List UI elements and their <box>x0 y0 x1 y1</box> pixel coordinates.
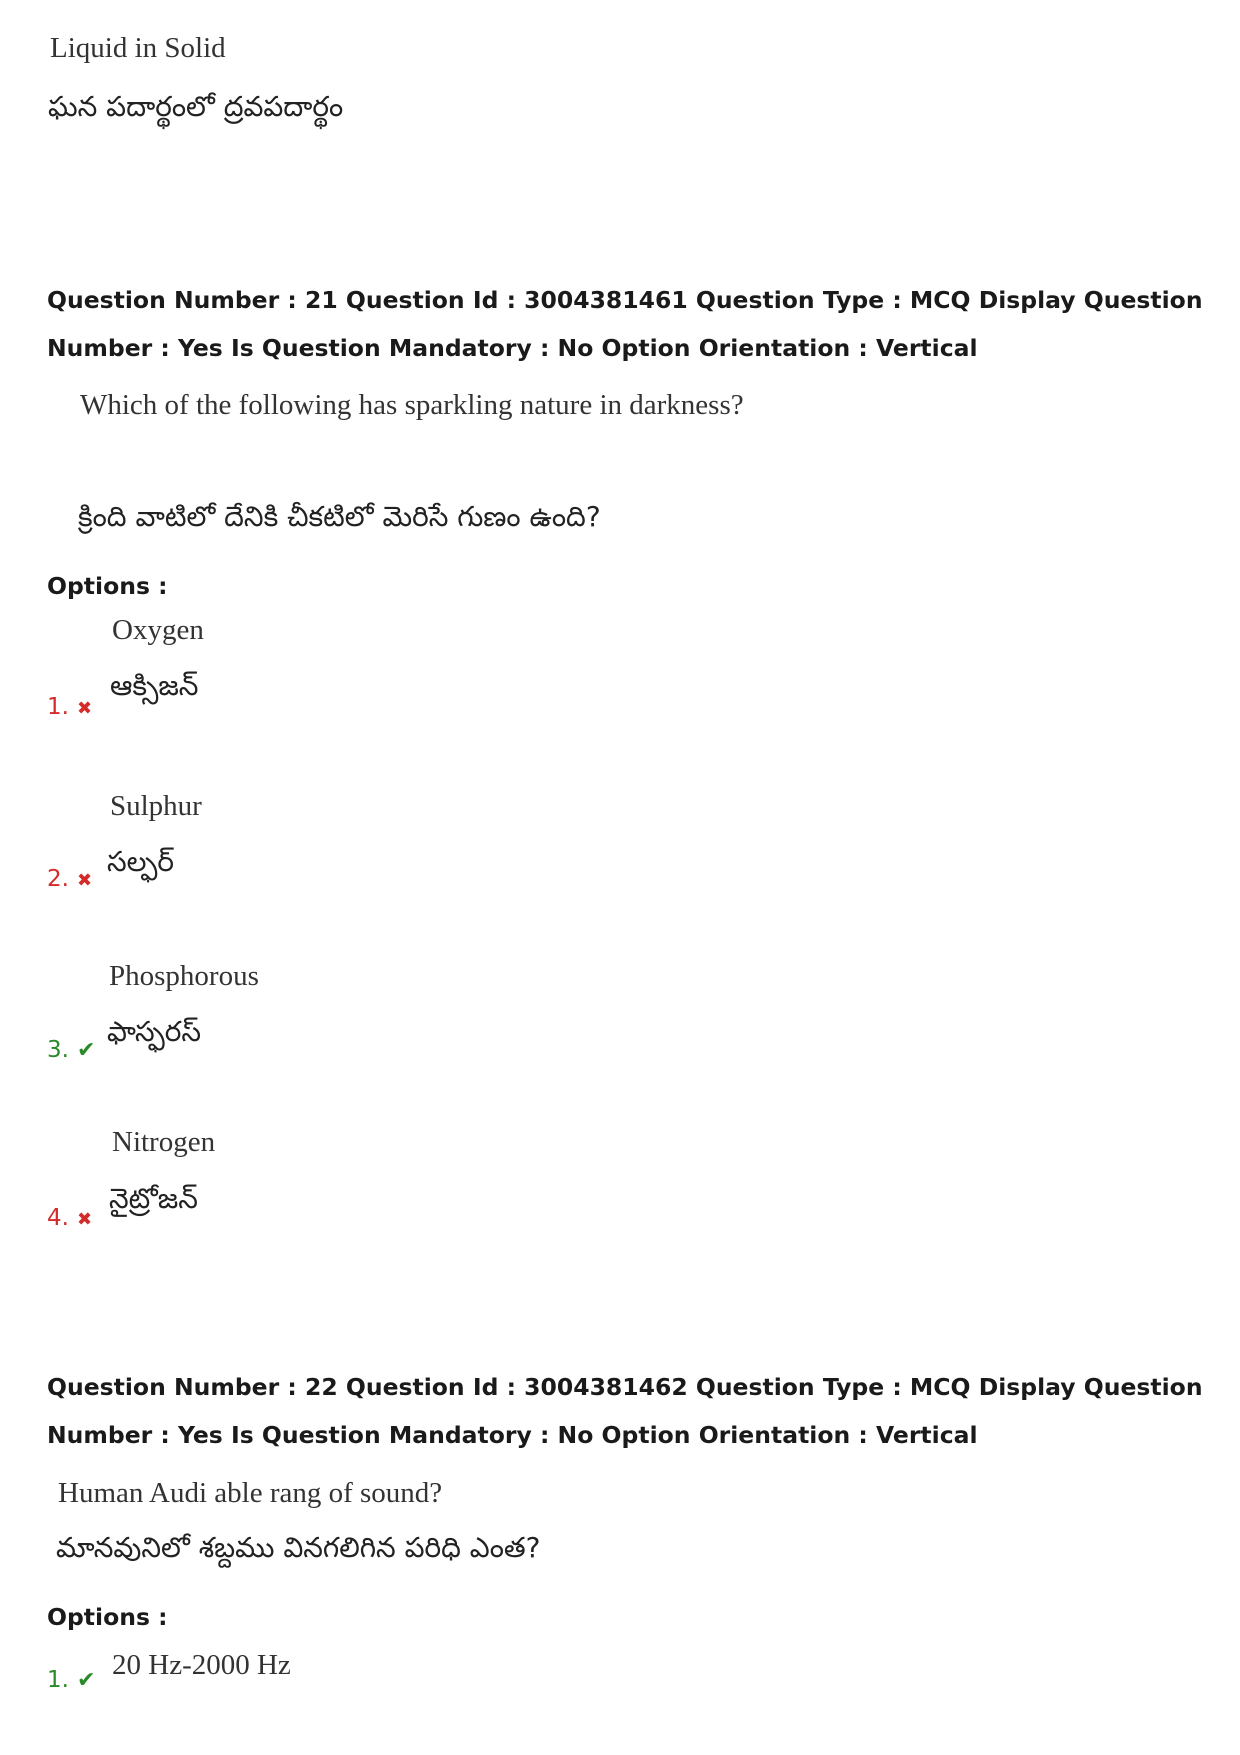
option-1-marker <box>47 694 92 720</box>
option-3-number: 3. <box>47 1037 69 1063</box>
cross-icon: ✖ <box>76 698 93 719</box>
option-2-telugu: సల్ఫర్ <box>107 845 174 878</box>
question-21-text-telugu: క్రింది వాటిలో దేనికి చీకటిలో మెరిసే గుణం ఉంది? <box>78 500 601 533</box>
question-21-meta-line1: Question Number : 21 Question Id : 3004381461 Question Type : MCQ Display Question <box>47 286 1203 314</box>
question-22-text-telugu: మానవునిలో శబ్దము వినగలిగిన పరిధి ఎంత? <box>56 1531 541 1564</box>
option-4-english: Nitrogen <box>112 1126 216 1158</box>
option-1-english: Oxygen <box>112 614 204 646</box>
option-3-marker <box>47 1037 95 1063</box>
option-3-english: Phosphorous <box>109 960 259 992</box>
question-21-options-label: Options : <box>47 572 168 600</box>
prev-option-english: Liquid in Solid <box>50 32 226 64</box>
question-22-meta-line2: Number : Yes Is Question Mandatory : No Option Orientation : Vertical <box>47 1421 978 1449</box>
option-1-number: 1. <box>47 1667 69 1693</box>
option-3-telugu: ఫాస్ఫరస్ <box>107 1015 202 1048</box>
question-21-meta-line2: Number : Yes Is Question Mandatory : No Option Orientation : Vertical <box>47 334 978 362</box>
question-22-options-label: Options : <box>47 1603 168 1631</box>
option-1-english: 20 Hz-2000 Hz <box>112 1649 291 1681</box>
option-2-english: Sulphur <box>110 790 202 822</box>
option-4-marker <box>47 1205 92 1231</box>
option-1-number: 1. <box>47 694 69 720</box>
option-4-telugu: నైట్రోజన్ <box>109 1182 198 1215</box>
question-21-text-english: Which of the following has sparkling nature in darkness? <box>80 389 744 421</box>
check-icon: ✔ <box>76 1038 96 1063</box>
option-1-marker <box>47 1667 95 1693</box>
cross-icon: ✖ <box>76 870 93 891</box>
option-4-number: 4. <box>47 1205 69 1231</box>
option-1-telugu: ఆక్సిజన్ <box>110 669 199 702</box>
check-icon: ✔ <box>76 1668 96 1693</box>
option-2-marker <box>47 866 92 892</box>
cross-icon: ✖ <box>76 1209 93 1230</box>
question-22-meta-line1: Question Number : 22 Question Id : 3004381462 Question Type : MCQ Display Question <box>47 1373 1203 1401</box>
option-2-number: 2. <box>47 866 69 892</box>
question-22-text-english: Human Audi able rang of sound? <box>58 1477 443 1509</box>
prev-option-telugu: ఘన పదార్థంలో ద్రవపదార్థం <box>48 90 344 123</box>
